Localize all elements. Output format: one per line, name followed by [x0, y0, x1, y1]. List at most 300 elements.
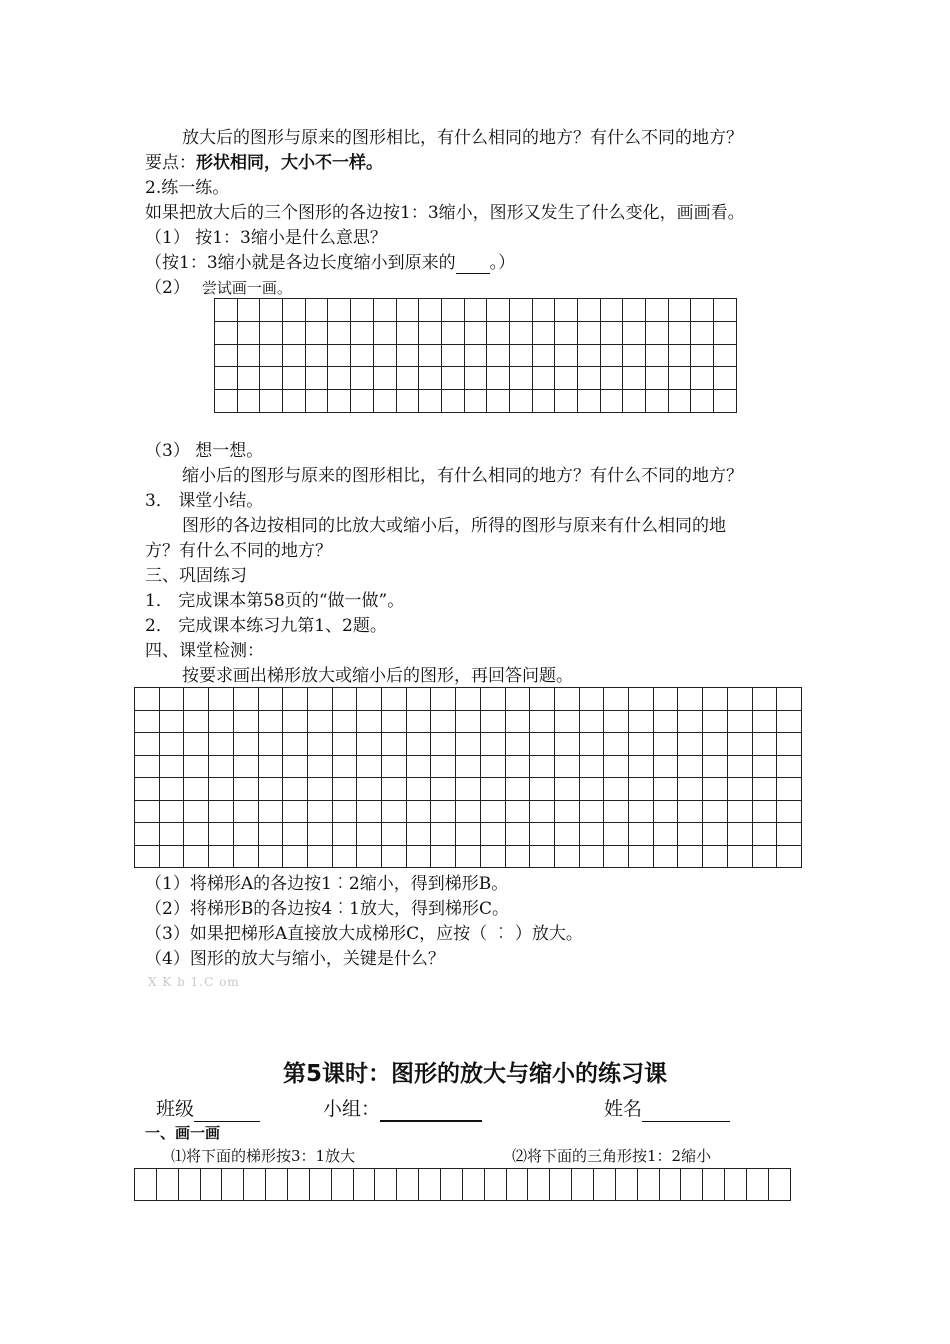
- grid-cell[interactable]: [629, 800, 654, 823]
- grid-cell[interactable]: [431, 755, 456, 778]
- grid-cell[interactable]: [184, 778, 209, 801]
- grid-cell[interactable]: [307, 755, 332, 778]
- grid-cell[interactable]: [305, 390, 328, 413]
- grid-cell[interactable]: [646, 344, 669, 367]
- grid-cell[interactable]: [752, 755, 777, 778]
- grid-cell[interactable]: [752, 823, 777, 846]
- grid-cell[interactable]: [678, 733, 703, 756]
- grid-cell[interactable]: [646, 299, 669, 322]
- grid-cell[interactable]: [307, 778, 332, 801]
- grid-cell[interactable]: [777, 823, 802, 846]
- grid-cell[interactable]: [554, 755, 579, 778]
- grid-cell[interactable]: [305, 367, 328, 390]
- grid-cell[interactable]: [382, 823, 407, 846]
- grid-cell[interactable]: [594, 1169, 616, 1201]
- grid-cell[interactable]: [184, 733, 209, 756]
- grid-cell[interactable]: [532, 344, 555, 367]
- grid-cell[interactable]: [487, 321, 510, 344]
- grid-cell[interactable]: [484, 1169, 506, 1201]
- grid-cell[interactable]: [725, 1169, 747, 1201]
- grid-cell[interactable]: [184, 755, 209, 778]
- grid-cell[interactable]: [505, 800, 530, 823]
- grid-cell[interactable]: [328, 344, 351, 367]
- grid-cell[interactable]: [260, 321, 283, 344]
- grid-cell[interactable]: [456, 733, 481, 756]
- grid-cell[interactable]: [727, 778, 752, 801]
- grid-cell[interactable]: [233, 778, 258, 801]
- grid-cell[interactable]: [480, 778, 505, 801]
- grid-cell[interactable]: [532, 321, 555, 344]
- grid-cell[interactable]: [283, 367, 306, 390]
- grid-cell[interactable]: [554, 710, 579, 733]
- grid-cell[interactable]: [579, 823, 604, 846]
- grid-cell[interactable]: [555, 390, 578, 413]
- grid-cell[interactable]: [678, 688, 703, 711]
- grid-cell[interactable]: [209, 733, 234, 756]
- grid-cell[interactable]: [215, 367, 238, 390]
- grid-cell[interactable]: [714, 344, 737, 367]
- grid-cell[interactable]: [283, 688, 308, 711]
- grid-cell[interactable]: [406, 800, 431, 823]
- grid-cell[interactable]: [357, 733, 382, 756]
- grid-cell[interactable]: [357, 778, 382, 801]
- grid-cell[interactable]: [328, 299, 351, 322]
- grid-cell[interactable]: [419, 1169, 441, 1201]
- grid-cell[interactable]: [600, 321, 623, 344]
- grid-cell[interactable]: [480, 823, 505, 846]
- grid-cell[interactable]: [691, 367, 714, 390]
- grid-cell[interactable]: [555, 321, 578, 344]
- grid-cell[interactable]: [505, 688, 530, 711]
- grid-cell[interactable]: [464, 390, 487, 413]
- grid-cell[interactable]: [237, 390, 260, 413]
- grid-cell[interactable]: [258, 688, 283, 711]
- grid-cell[interactable]: [309, 1169, 331, 1201]
- grid-cell[interactable]: [396, 299, 419, 322]
- grid-cell[interactable]: [777, 755, 802, 778]
- grid-cell[interactable]: [135, 733, 160, 756]
- grid-cell[interactable]: [604, 733, 629, 756]
- grid-cell[interactable]: [184, 845, 209, 868]
- name-blank[interactable]: [642, 1101, 730, 1122]
- grid-cell[interactable]: [233, 823, 258, 846]
- grid-cell[interactable]: [332, 800, 357, 823]
- grid-cell[interactable]: [653, 800, 678, 823]
- grid-cell[interactable]: [623, 367, 646, 390]
- grid-cell[interactable]: [554, 778, 579, 801]
- answer-blank[interactable]: [456, 255, 490, 274]
- grid-cell[interactable]: [237, 344, 260, 367]
- grid-cell[interactable]: [727, 845, 752, 868]
- grid-cell[interactable]: [332, 823, 357, 846]
- grid-cell[interactable]: [382, 733, 407, 756]
- grid-cell[interactable]: [752, 845, 777, 868]
- grid-cell[interactable]: [768, 1169, 790, 1201]
- grid-cell[interactable]: [678, 845, 703, 868]
- grid-cell[interactable]: [480, 710, 505, 733]
- grid-cell[interactable]: [237, 299, 260, 322]
- grid-cell[interactable]: [578, 344, 601, 367]
- grid-cell[interactable]: [328, 321, 351, 344]
- grid-cell[interactable]: [505, 778, 530, 801]
- grid-cell[interactable]: [233, 710, 258, 733]
- grid-cell[interactable]: [406, 710, 431, 733]
- grid-cell[interactable]: [419, 367, 442, 390]
- grid-cell[interactable]: [629, 755, 654, 778]
- grid-cell[interactable]: [283, 845, 308, 868]
- grid-cell[interactable]: [678, 778, 703, 801]
- grid-cell[interactable]: [506, 1169, 528, 1201]
- grid-cell[interactable]: [396, 367, 419, 390]
- grid-cell[interactable]: [307, 800, 332, 823]
- grid-cell[interactable]: [623, 299, 646, 322]
- grid-cell[interactable]: [555, 344, 578, 367]
- grid-cell[interactable]: [184, 710, 209, 733]
- grid-cell[interactable]: [727, 733, 752, 756]
- grid-cell[interactable]: [283, 344, 306, 367]
- grid-cell[interactable]: [283, 800, 308, 823]
- grid-cell[interactable]: [530, 845, 555, 868]
- grid-cell[interactable]: [351, 299, 374, 322]
- grid-cell[interactable]: [178, 1169, 200, 1201]
- grid-cell[interactable]: [237, 367, 260, 390]
- grid-cell[interactable]: [727, 755, 752, 778]
- grid-cell[interactable]: [703, 823, 728, 846]
- grid-cell[interactable]: [714, 321, 737, 344]
- grid-cell[interactable]: [215, 321, 238, 344]
- grid-cell[interactable]: [462, 1169, 484, 1201]
- grid-cell[interactable]: [600, 367, 623, 390]
- grid-cell[interactable]: [222, 1169, 244, 1201]
- grid-cell[interactable]: [328, 390, 351, 413]
- grid-cell[interactable]: [135, 688, 160, 711]
- grid-cell[interactable]: [406, 755, 431, 778]
- grid-cell[interactable]: [480, 733, 505, 756]
- grid-cell[interactable]: [456, 845, 481, 868]
- grid-cell[interactable]: [604, 778, 629, 801]
- grid-cell[interactable]: [283, 733, 308, 756]
- grid-cell[interactable]: [727, 710, 752, 733]
- grid-cell[interactable]: [464, 367, 487, 390]
- grid-cell[interactable]: [209, 823, 234, 846]
- grid-cell[interactable]: [668, 321, 691, 344]
- grid-cell[interactable]: [305, 321, 328, 344]
- grid-cell[interactable]: [604, 800, 629, 823]
- grid-cell[interactable]: [505, 710, 530, 733]
- grid-cell[interactable]: [357, 800, 382, 823]
- grid-cell[interactable]: [604, 710, 629, 733]
- grid-cell[interactable]: [456, 710, 481, 733]
- grid-cell[interactable]: [351, 344, 374, 367]
- grid-cell[interactable]: [441, 367, 464, 390]
- grid-cell[interactable]: [678, 755, 703, 778]
- grid-cell[interactable]: [629, 688, 654, 711]
- grid-cell[interactable]: [727, 688, 752, 711]
- grid-cell[interactable]: [456, 823, 481, 846]
- grid-cell[interactable]: [357, 710, 382, 733]
- grid-cell[interactable]: [332, 710, 357, 733]
- grid-cell[interactable]: [487, 390, 510, 413]
- grid-cell[interactable]: [209, 778, 234, 801]
- grid-cell[interactable]: [668, 367, 691, 390]
- grid-cell[interactable]: [382, 688, 407, 711]
- grid-cell[interactable]: [156, 1169, 178, 1201]
- grid-cell[interactable]: [307, 823, 332, 846]
- class-blank[interactable]: [194, 1101, 260, 1122]
- grid-cell[interactable]: [351, 390, 374, 413]
- grid-cell[interactable]: [159, 800, 184, 823]
- grid-cell[interactable]: [431, 845, 456, 868]
- grid-cell[interactable]: [678, 710, 703, 733]
- grid-cell[interactable]: [406, 823, 431, 846]
- grid-cell[interactable]: [260, 344, 283, 367]
- grid-cell[interactable]: [653, 823, 678, 846]
- grid-cell[interactable]: [258, 755, 283, 778]
- grid-cell[interactable]: [382, 778, 407, 801]
- grid-cell[interactable]: [530, 733, 555, 756]
- grid-cell[interactable]: [159, 823, 184, 846]
- grid-cell[interactable]: [487, 367, 510, 390]
- grid-cell[interactable]: [703, 845, 728, 868]
- grid-cell[interactable]: [456, 688, 481, 711]
- grid-cell[interactable]: [396, 321, 419, 344]
- grid-cell[interactable]: [373, 321, 396, 344]
- grid-cell[interactable]: [629, 733, 654, 756]
- grid-cell[interactable]: [714, 390, 737, 413]
- grid-cell[interactable]: [244, 1169, 266, 1201]
- grid-cell[interactable]: [604, 755, 629, 778]
- grid-cell[interactable]: [406, 778, 431, 801]
- grid-cell[interactable]: [578, 367, 601, 390]
- grid-cell[interactable]: [288, 1169, 310, 1201]
- grid-cell[interactable]: [283, 321, 306, 344]
- grid-cell[interactable]: [373, 299, 396, 322]
- grid-cell[interactable]: [332, 778, 357, 801]
- grid-cell[interactable]: [431, 733, 456, 756]
- grid-cell[interactable]: [777, 733, 802, 756]
- grid-cell[interactable]: [209, 688, 234, 711]
- grid-cell[interactable]: [578, 321, 601, 344]
- grid-cell[interactable]: [653, 688, 678, 711]
- grid-cell[interactable]: [691, 321, 714, 344]
- grid-cell[interactable]: [351, 367, 374, 390]
- grid-cell[interactable]: [777, 688, 802, 711]
- grid-cell[interactable]: [233, 755, 258, 778]
- grid-cell[interactable]: [382, 755, 407, 778]
- grid-cell[interactable]: [184, 688, 209, 711]
- grid-cell[interactable]: [258, 845, 283, 868]
- grid-cell[interactable]: [260, 367, 283, 390]
- grid-cell[interactable]: [532, 390, 555, 413]
- grid-cell[interactable]: [332, 688, 357, 711]
- grid-cell[interactable]: [382, 710, 407, 733]
- grid-cell[interactable]: [456, 755, 481, 778]
- grid-cell[interactable]: [406, 733, 431, 756]
- grid-cell[interactable]: [727, 823, 752, 846]
- grid-cell[interactable]: [283, 710, 308, 733]
- grid-cell[interactable]: [668, 344, 691, 367]
- grid-cell[interactable]: [305, 299, 328, 322]
- grid-cell[interactable]: [653, 845, 678, 868]
- grid-cell[interactable]: [419, 344, 442, 367]
- grid-cell[interactable]: [283, 390, 306, 413]
- grid-cell[interactable]: [532, 299, 555, 322]
- grid-cell[interactable]: [509, 321, 532, 344]
- grid-cell[interactable]: [215, 299, 238, 322]
- grid-cell[interactable]: [373, 367, 396, 390]
- grid-cell[interactable]: [305, 344, 328, 367]
- grid-cell[interactable]: [307, 845, 332, 868]
- grid-cell[interactable]: [396, 390, 419, 413]
- grid-cell[interactable]: [554, 800, 579, 823]
- grid-cell[interactable]: [283, 778, 308, 801]
- grid-cell[interactable]: [283, 823, 308, 846]
- grid-cell[interactable]: [135, 778, 160, 801]
- grid-cell[interactable]: [332, 733, 357, 756]
- grid-cell[interactable]: [357, 755, 382, 778]
- grid-cell[interactable]: [464, 321, 487, 344]
- grid-cell[interactable]: [307, 688, 332, 711]
- grid-cell[interactable]: [487, 299, 510, 322]
- drawing-grid-3[interactable]: [134, 1168, 791, 1201]
- grid-cell[interactable]: [441, 344, 464, 367]
- grid-cell[interactable]: [604, 823, 629, 846]
- grid-cell[interactable]: [703, 800, 728, 823]
- grid-cell[interactable]: [703, 688, 728, 711]
- grid-cell[interactable]: [646, 321, 669, 344]
- grid-cell[interactable]: [237, 321, 260, 344]
- grid-cell[interactable]: [752, 800, 777, 823]
- grid-cell[interactable]: [464, 344, 487, 367]
- grid-cell[interactable]: [233, 688, 258, 711]
- grid-cell[interactable]: [396, 344, 419, 367]
- grid-cell[interactable]: [600, 344, 623, 367]
- grid-cell[interactable]: [233, 733, 258, 756]
- grid-cell[interactable]: [678, 800, 703, 823]
- grid-cell[interactable]: [555, 299, 578, 322]
- grid-cell[interactable]: [550, 1169, 572, 1201]
- grid-cell[interactable]: [530, 800, 555, 823]
- grid-cell[interactable]: [215, 344, 238, 367]
- grid-cell[interactable]: [691, 390, 714, 413]
- grid-cell[interactable]: [307, 733, 332, 756]
- grid-cell[interactable]: [159, 733, 184, 756]
- grid-cell[interactable]: [703, 778, 728, 801]
- grid-cell[interactable]: [328, 367, 351, 390]
- grid-cell[interactable]: [135, 823, 160, 846]
- grid-cell[interactable]: [691, 299, 714, 322]
- grid-cell[interactable]: [397, 1169, 419, 1201]
- grid-cell[interactable]: [406, 845, 431, 868]
- grid-cell[interactable]: [727, 800, 752, 823]
- grid-cell[interactable]: [200, 1169, 222, 1201]
- grid-cell[interactable]: [579, 778, 604, 801]
- grid-cell[interactable]: [357, 845, 382, 868]
- grid-cell[interactable]: [668, 299, 691, 322]
- grid-cell[interactable]: [431, 823, 456, 846]
- grid-cell[interactable]: [419, 321, 442, 344]
- grid-cell[interactable]: [209, 755, 234, 778]
- grid-cell[interactable]: [332, 755, 357, 778]
- grid-cell[interactable]: [215, 390, 238, 413]
- grid-cell[interactable]: [579, 733, 604, 756]
- grid-cell[interactable]: [777, 845, 802, 868]
- grid-cell[interactable]: [777, 800, 802, 823]
- grid-cell[interactable]: [653, 778, 678, 801]
- grid-cell[interactable]: [703, 1169, 725, 1201]
- grid-cell[interactable]: [505, 755, 530, 778]
- grid-cell[interactable]: [258, 710, 283, 733]
- grid-cell[interactable]: [487, 344, 510, 367]
- grid-cell[interactable]: [629, 823, 654, 846]
- grid-cell[interactable]: [283, 755, 308, 778]
- grid-cell[interactable]: [691, 344, 714, 367]
- grid-cell[interactable]: [441, 1169, 463, 1201]
- grid-cell[interactable]: [703, 755, 728, 778]
- grid-cell[interactable]: [600, 299, 623, 322]
- grid-cell[interactable]: [530, 755, 555, 778]
- grid-cell[interactable]: [668, 390, 691, 413]
- grid-cell[interactable]: [307, 710, 332, 733]
- grid-cell[interactable]: [351, 321, 374, 344]
- grid-cell[interactable]: [331, 1169, 353, 1201]
- grid-cell[interactable]: [419, 390, 442, 413]
- grid-cell[interactable]: [258, 800, 283, 823]
- grid-cell[interactable]: [653, 755, 678, 778]
- grid-cell[interactable]: [505, 845, 530, 868]
- grid-cell[interactable]: [604, 688, 629, 711]
- grid-cell[interactable]: [480, 800, 505, 823]
- grid-cell[interactable]: [283, 299, 306, 322]
- grid-cell[interactable]: [233, 800, 258, 823]
- grid-cell[interactable]: [703, 733, 728, 756]
- grid-cell[interactable]: [509, 344, 532, 367]
- grid-cell[interactable]: [703, 710, 728, 733]
- grid-cell[interactable]: [777, 710, 802, 733]
- grid-cell[interactable]: [714, 299, 737, 322]
- grid-cell[interactable]: [623, 344, 646, 367]
- grid-cell[interactable]: [747, 1169, 769, 1201]
- grid-cell[interactable]: [375, 1169, 397, 1201]
- grid-cell[interactable]: [579, 755, 604, 778]
- grid-cell[interactable]: [159, 778, 184, 801]
- grid-cell[interactable]: [209, 800, 234, 823]
- grid-cell[interactable]: [480, 755, 505, 778]
- grid-cell[interactable]: [373, 390, 396, 413]
- grid-cell[interactable]: [159, 688, 184, 711]
- grid-cell[interactable]: [382, 845, 407, 868]
- grid-cell[interactable]: [184, 823, 209, 846]
- grid-cell[interactable]: [382, 800, 407, 823]
- grid-cell[interactable]: [135, 710, 160, 733]
- grid-cell[interactable]: [332, 845, 357, 868]
- grid-cell[interactable]: [752, 778, 777, 801]
- grid-cell[interactable]: [135, 800, 160, 823]
- grid-cell[interactable]: [431, 800, 456, 823]
- grid-cell[interactable]: [579, 845, 604, 868]
- grid-cell[interactable]: [357, 688, 382, 711]
- grid-cell[interactable]: [579, 688, 604, 711]
- grid-cell[interactable]: [258, 733, 283, 756]
- grid-cell[interactable]: [480, 688, 505, 711]
- grid-cell[interactable]: [714, 367, 737, 390]
- grid-cell[interactable]: [530, 778, 555, 801]
- grid-cell[interactable]: [260, 299, 283, 322]
- grid-cell[interactable]: [629, 710, 654, 733]
- grid-cell[interactable]: [623, 321, 646, 344]
- drawing-grid-1[interactable]: [214, 298, 737, 413]
- grid-cell[interactable]: [135, 845, 160, 868]
